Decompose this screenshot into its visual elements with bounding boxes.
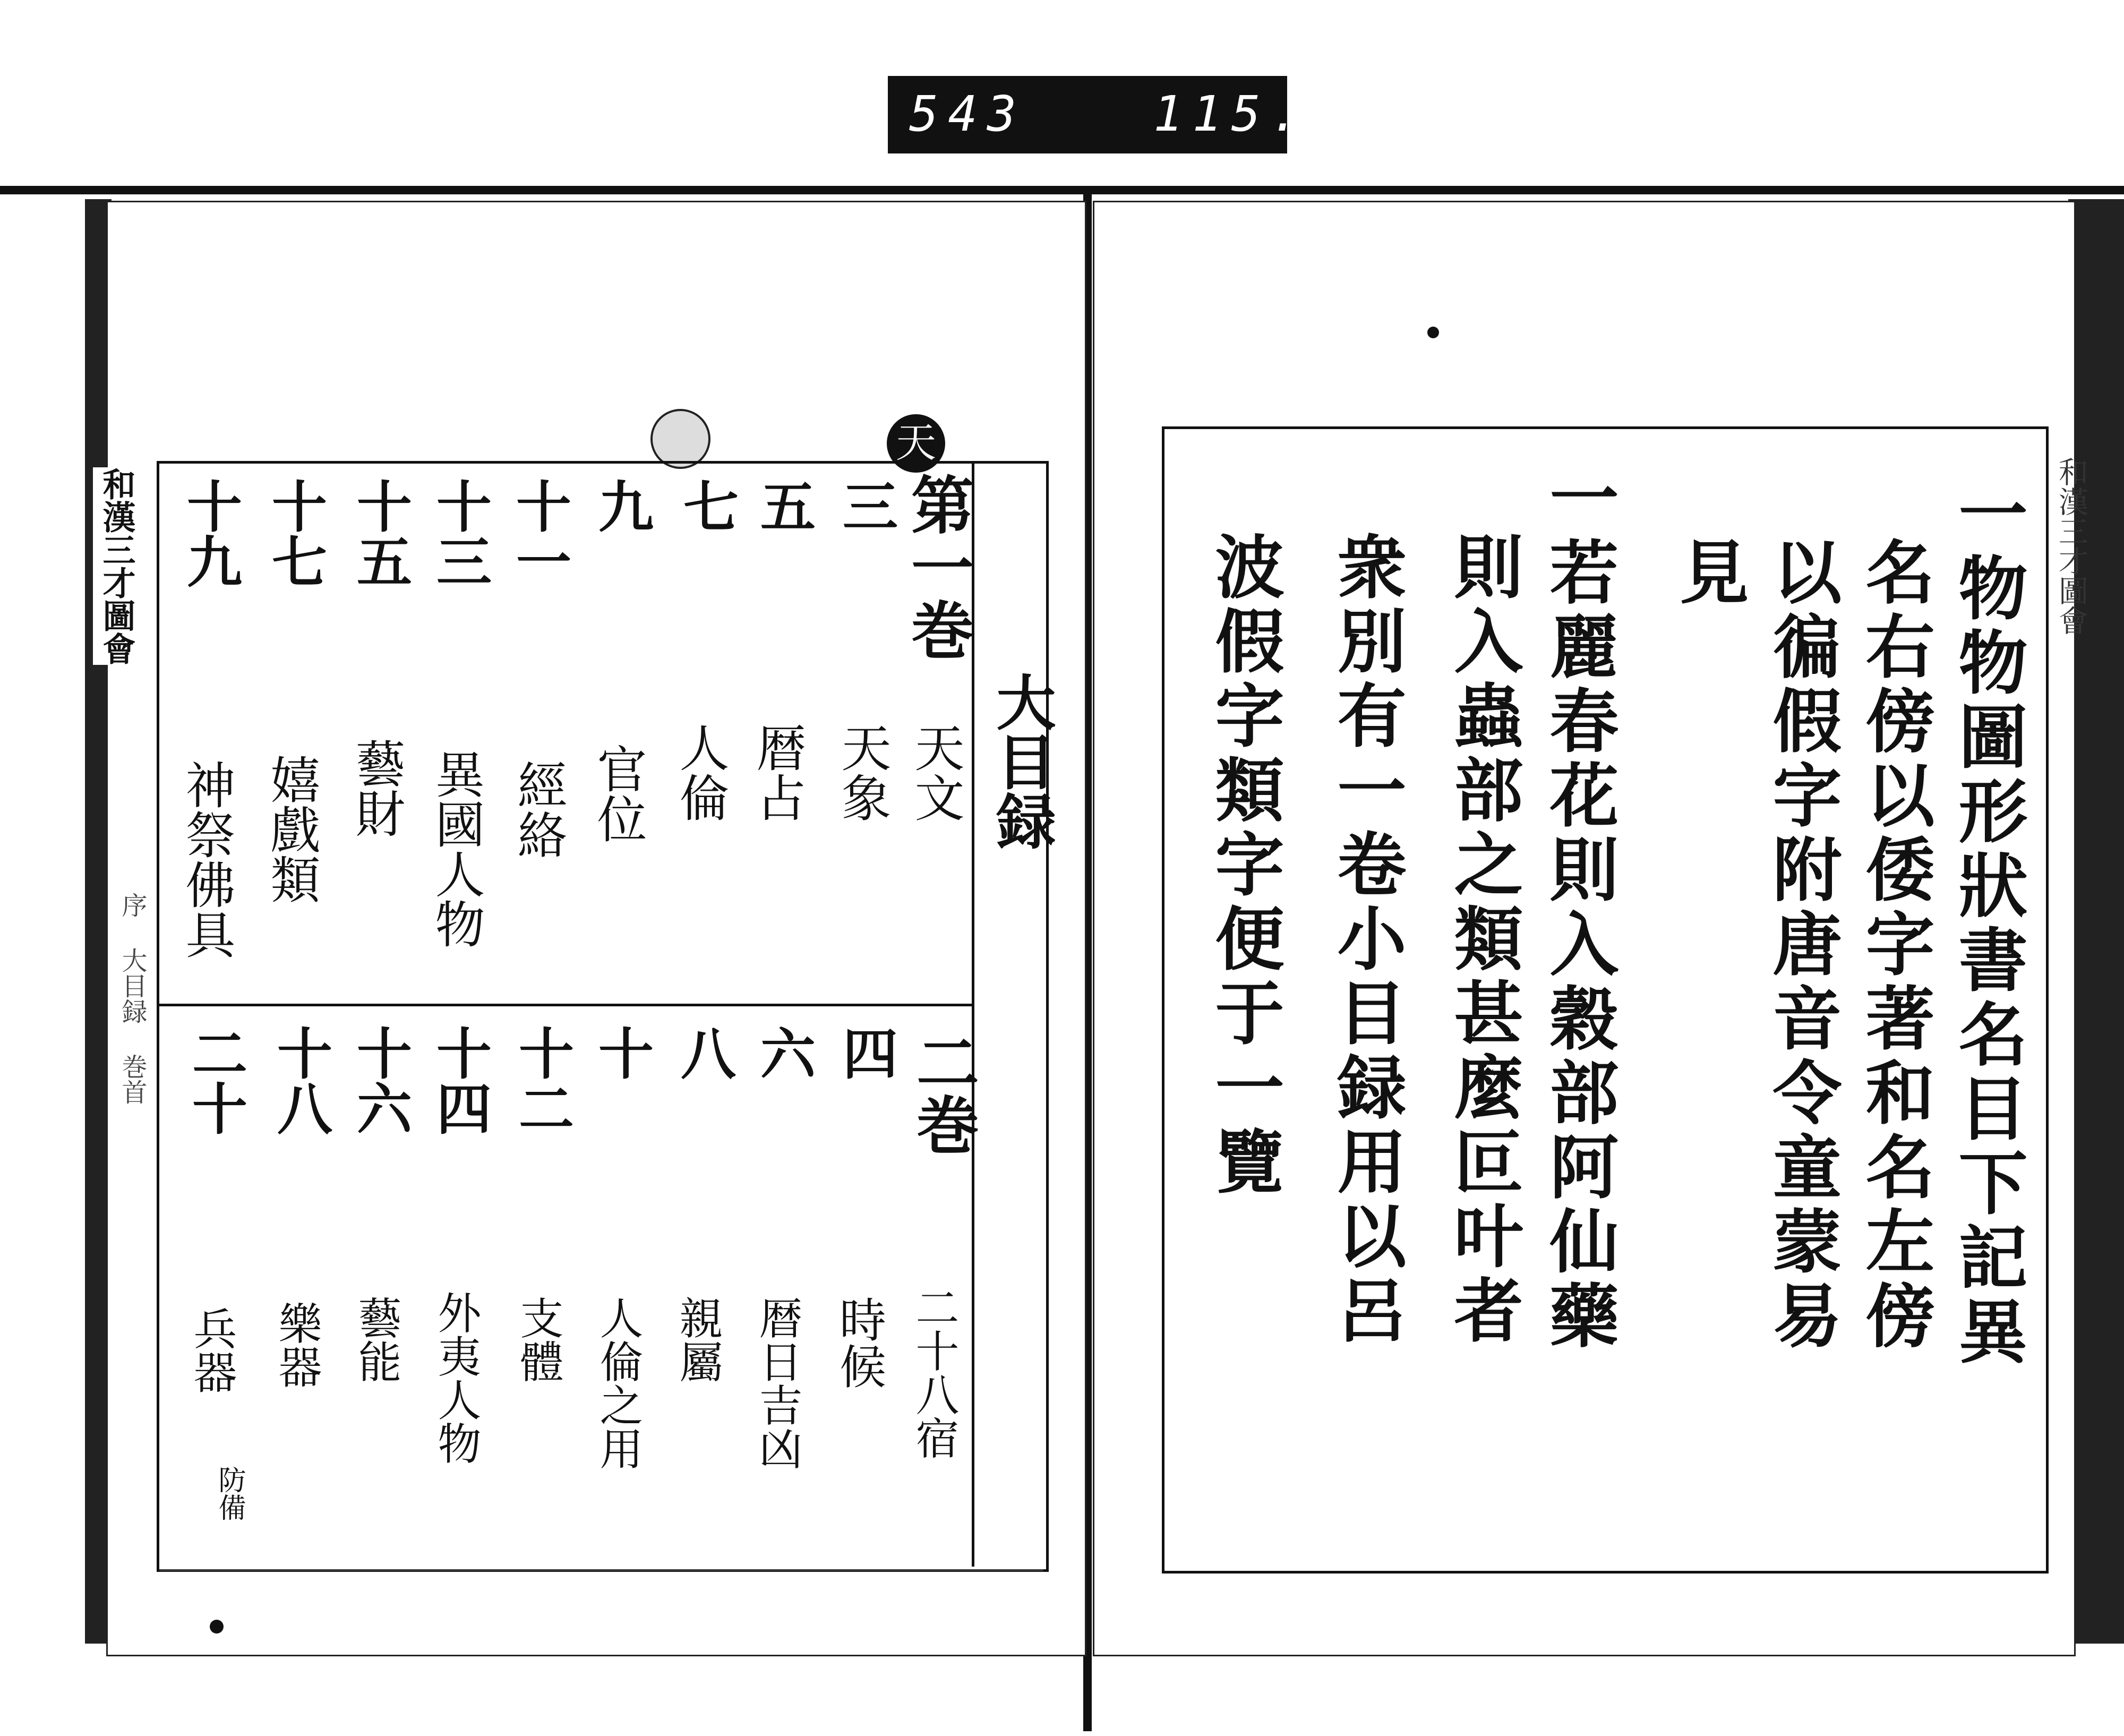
preface-column: 衆別有一卷小目録用以呂 [1326, 531, 1407, 1349]
lower-num: 十二 [509, 1025, 575, 1135]
upper-topic: 嬉戲類 [262, 754, 320, 904]
catalog-label [888, 76, 1309, 153]
upper-num: 十三 [427, 478, 492, 588]
upper-num: 五 [751, 478, 816, 533]
upper-topic: 異國人物 [426, 749, 484, 948]
label-number-left: 543 [909, 85, 1026, 142]
preface-column: 一物物圖形狀書名目下記異 [1947, 478, 2028, 1370]
upper-num: 七 [674, 478, 739, 533]
lower-num: 十四 [427, 1025, 492, 1135]
volume-2-topic: 二十八宿 [909, 1285, 959, 1459]
upper-num: 十一 [507, 478, 572, 588]
lower-topic: 外夷人物 [431, 1290, 481, 1465]
volume-2-header: 二巻 [906, 1030, 980, 1156]
preface-column: 名右傍以倭字著和名左傍 [1854, 536, 1935, 1354]
section-divider [159, 1004, 972, 1006]
lower-topic: 時候 [832, 1296, 887, 1389]
volume-1-topic: 天文 [906, 722, 964, 822]
heaven-seal: 天 [887, 414, 945, 473]
preface-column: 以徧假字附唐音令童蒙易 [1761, 536, 1843, 1354]
upper-topic: 藝財 [347, 738, 405, 838]
margin-title: 和漢三才圖會 [93, 467, 140, 665]
lower-topic: 暦日吉凶 [752, 1296, 802, 1470]
lower-num: 十 [589, 1025, 654, 1080]
right-book-edge [2068, 199, 2124, 1644]
margin-subtitle: 序 大目録 巻首 [114, 892, 151, 1105]
upper-topic: 天象 [833, 722, 890, 822]
lower-num: 四 [833, 1025, 898, 1080]
lower-topic: 樂器 [271, 1301, 322, 1388]
upper-num: 九 [589, 478, 654, 533]
upper-topic: 神祭佛具 [177, 759, 235, 959]
lower-num: 十八 [268, 1025, 333, 1135]
upper-topic: 經絡 [509, 759, 567, 859]
top-rule [0, 186, 2124, 194]
small-seal [650, 409, 710, 469]
ink-spot [210, 1620, 224, 1634]
volume-1-header: 第一巻 [901, 473, 974, 661]
preface-column: 一若麗春花則入穀部阿仙藥 [1538, 462, 1620, 1354]
upper-topic: 官位 [588, 743, 646, 843]
lower-num: 二十 [183, 1025, 248, 1135]
ink-spot [1427, 327, 1439, 338]
lower-num: 六 [751, 1025, 816, 1080]
upper-topic: 人倫 [671, 722, 729, 822]
upper-num: 三 [833, 478, 898, 533]
upper-num: 十五 [347, 478, 413, 588]
lower-num: 十六 [347, 1025, 413, 1135]
right-edge-text: 和漢三才圖會 [2054, 457, 2088, 635]
contents-heading: 大目録 [987, 672, 1056, 850]
preface-column: 見 [1668, 536, 1750, 605]
preface-column: 則入蟲部之類甚麼叵叶者 [1443, 531, 1524, 1349]
upper-topic: 暦占 [748, 722, 806, 822]
lower-topic: 兵器 [186, 1306, 237, 1393]
lower-topic: 支體 [513, 1296, 563, 1383]
bottom-rule [159, 1569, 1043, 1571]
preface-column: 波假字類字便于一覽 [1204, 531, 1285, 1200]
upper-num: 十九 [177, 478, 243, 588]
lower-num: 八 [671, 1025, 736, 1080]
lower-topic: 人倫之用 [593, 1296, 643, 1470]
defense-note: 防備 [213, 1466, 245, 1521]
lower-topic: 親屬 [672, 1296, 723, 1383]
upper-num: 十七 [262, 478, 328, 588]
lower-topic: 藝能 [351, 1296, 401, 1383]
label-number-right: 115. [1153, 85, 1309, 142]
